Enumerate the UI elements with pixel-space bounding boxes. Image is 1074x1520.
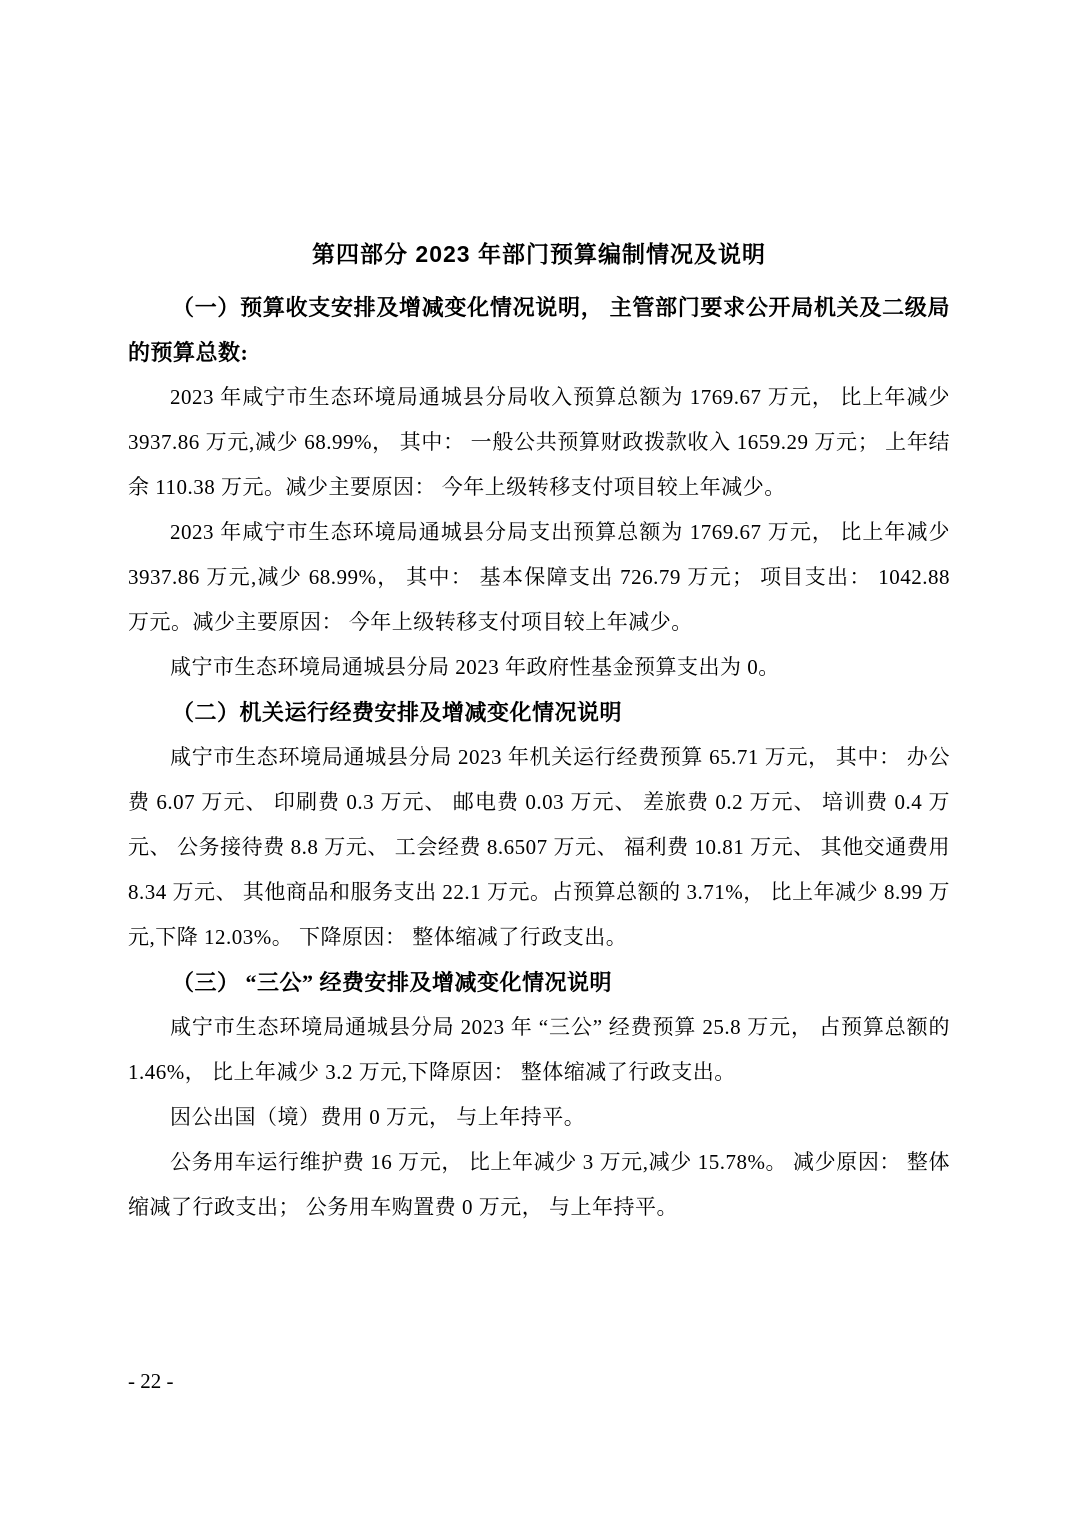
section-two-heading: （二）机关运行经费安排及增减变化情况说明 bbox=[172, 700, 623, 725]
official-vehicle-paragraph: 公务用车运行维护费 16 万元， 比上年减少 3 万元,减少 15.78%。 减少原因： 整体缩减了行政支出； 公务用车购置费 0 万元， 与上年持平。 bbox=[128, 1150, 950, 1219]
document-content bbox=[128, 232, 950, 1230]
page-number: - 22 - bbox=[128, 1369, 174, 1393]
three-public-expense-paragraph: 咸宁市生态环境局通城县分局 2023 年 “三公” 经费预算 25.8 万元， 占预算总额的 1.46%， 比上年减少 3.2 万元,下降原因： 整体缩减了行政支出。 bbox=[128, 1015, 950, 1084]
section-three-heading: （三） “三公” 经费安排及增减变化情况说明 bbox=[172, 970, 613, 995]
document-title-text: 第四部分 2023 年部门预算编制情况及说明 bbox=[312, 241, 766, 267]
government-fund-paragraph: 咸宁市生态环境局通城县分局 2023 年政府性基金预算支出为 0。 bbox=[170, 655, 780, 679]
income-budget-paragraph: 2023 年咸宁市生态环境局通城县分局收入预算总额为 1769.67 万元， 比上年减少 3937.86 万元,减少 68.99%， 其中： 一般公共预算财政拨款收入 1659.29 万元； 上年结余 110.38 万元。减少主要原因： 今年上级转移支付项目较上年减少。 bbox=[128, 385, 950, 499]
expenditure-budget-paragraph: 2023 年咸宁市生态环境局通城县分局支出预算总额为 1769.67 万元， 比上年减少 3937.86 万元,减少 68.99%， 其中： 基本保障支出 726.79 万元； 项目支出： 1042.88 万元。减少主要原因： 今年上级转移支付项目较上年减少。 bbox=[128, 520, 950, 634]
overseas-travel-paragraph: 因公出国（境）费用 0 万元， 与上年持平。 bbox=[170, 1105, 586, 1129]
section-one-heading: （一）预算收支安排及增减变化情况说明， 主管部门要求公开局机关及二级局的预算总数: bbox=[128, 295, 950, 365]
operating-expense-paragraph: 咸宁市生态环境局通城县分局 2023 年机关运行经费预算 65.71 万元， 其中： 办公费 6.07 万元、 印刷费 0.3 万元、 邮电费 0.03 万元、 差旅费 0.2 万元、 培训费 0.4 万元、 公务接待费 8.8 万元、 工会经费 8.6507 万元、 福利费 10.81 万元、 其他交通费用 8.34 万元、 其他商品和服务支出 22.1 万元。占预算总额的 3.71%， 比上年减少 8.99 万元,下降 12.03%。 下降原因： 整体缩减了行政支出。 bbox=[128, 745, 950, 949]
document-title bbox=[128, 232, 950, 277]
